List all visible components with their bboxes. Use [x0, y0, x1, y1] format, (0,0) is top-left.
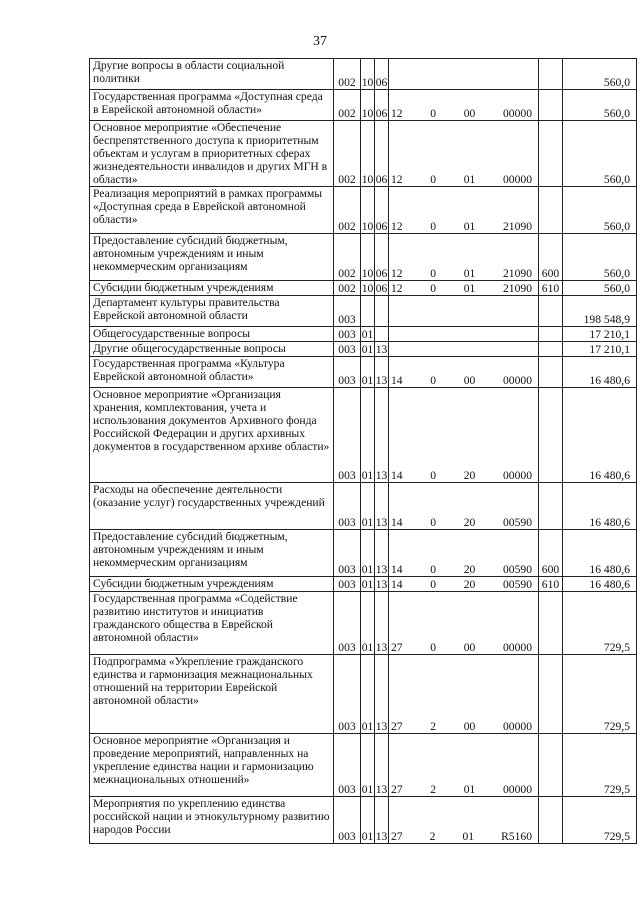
cell-section-code [361, 296, 375, 327]
cell-subsection-code: 06 [375, 90, 389, 121]
row-name: Реализация мероприятий в рамках программы «Доступная среда в Еврейской автономной области» [90, 187, 334, 234]
row-name: Основное мероприятие «Обеспечение беспрепятственного доступа к приоритетным объектам и услугам в приоритетных сферах жизнедеятельности инвалидов и других МГН в области» [90, 121, 334, 187]
cell-expense-type [539, 592, 563, 655]
csr-program: 12 [391, 282, 403, 295]
table-row [90, 234, 637, 281]
cell-amount: 729,5 [563, 734, 637, 797]
cell-expense-type [539, 59, 563, 90]
budget-table [89, 58, 637, 844]
cell-amount: 17 210,1 [563, 327, 637, 342]
table-row [90, 655, 637, 734]
table-row [90, 281, 637, 296]
cell-section-code: 10 [361, 121, 375, 187]
table-row [90, 592, 637, 655]
csr-subprogram: 0 [430, 469, 437, 482]
csr-subprogram: 0 [430, 578, 437, 591]
table-row [90, 734, 637, 797]
row-name: Общегосударственные вопросы [90, 327, 334, 342]
cell-target-article [389, 388, 539, 483]
csr-event: 01 [463, 173, 476, 186]
table-row [90, 483, 637, 530]
cell-target-article [389, 655, 539, 734]
cell-department-code: 003 [334, 577, 361, 592]
table-row [90, 296, 637, 327]
csr-event: 20 [463, 578, 476, 591]
csr-event: 01 [462, 830, 475, 843]
cell-section-code: 01 [361, 797, 375, 844]
cell-department-code: 003 [334, 483, 361, 530]
row-name: Департамент культуры правительства Еврейской автономной области [90, 296, 334, 327]
cell-target-article [389, 327, 539, 342]
table-row [90, 121, 637, 187]
cell-subsection-code: 06 [375, 234, 389, 281]
csr-direction: 00000 [503, 173, 532, 186]
cell-target-article [389, 281, 539, 296]
cell-amount: 16 480,6 [563, 357, 637, 388]
csr-event: 01 [463, 220, 476, 233]
csr-subprogram: 0 [430, 516, 437, 529]
cell-department-code: 003 [334, 327, 361, 342]
cell-subsection-code: 13 [375, 797, 389, 844]
csr-event: 20 [463, 469, 476, 482]
cell-section-code: 10 [361, 90, 375, 121]
cell-department-code: 003 [334, 592, 361, 655]
cell-section-code: 01 [361, 578, 374, 591]
cell-target-article [389, 296, 539, 327]
csr-subprogram: 0 [430, 641, 437, 654]
table-row [90, 357, 637, 388]
cell-amount: 17 210,1 [563, 342, 637, 357]
cell-department-code: 002 [334, 234, 361, 281]
cell-department-code: 003 [334, 655, 361, 734]
csr-program: 14 [391, 374, 403, 387]
cell-department-code: 003 [334, 342, 361, 357]
csr-subprogram: 0 [430, 220, 437, 233]
csr-subprogram: 0 [430, 267, 437, 280]
row-name: Основное мероприятие «Организация и проведение мероприятий, направленных на укрепление единства нации и гармонизацию межнациональных отношений» [90, 734, 334, 797]
cell-amount: 16 480,6 [563, 388, 637, 483]
cell-expense-type: 600 [539, 530, 563, 577]
csr-event: 01 [463, 267, 476, 280]
cell-expense-type [539, 734, 563, 797]
table-row [90, 388, 637, 483]
cell-target-article [389, 577, 539, 592]
csr-event: 00 [463, 720, 476, 733]
cell-department-code: 003 [334, 357, 361, 388]
cell-subsection-code: 13 [375, 592, 389, 655]
cell-department-code: 003 [334, 296, 361, 327]
cell-amount: 729,5 [563, 797, 637, 844]
cell-expense-type [539, 797, 563, 844]
row-name: Расходы на обеспечение деятельности (оказание услуг) государственных учреждений [90, 483, 334, 530]
row-name: Подпрограмма «Укрепление гражданского единства и гармонизация межнациональных отношений на территории Еврейской автономной области» [90, 655, 334, 734]
cell-expense-type [539, 296, 563, 327]
cell-target-article [389, 734, 539, 797]
csr-direction: 21090 [503, 267, 532, 280]
cell-department-code: 002 [334, 90, 361, 121]
cell-department-code: 003 [334, 797, 361, 844]
cell-subsection-code: 06 [375, 282, 388, 295]
cell-subsection-code: 13 [375, 388, 389, 483]
cell-amount: 729,5 [563, 592, 637, 655]
csr-event: 20 [463, 516, 476, 529]
row-name: Основное мероприятие «Организация хранения, комплектования, учета и использования документов Архивного фонда Российской Федерации и других архивных документов в государственном архиве области» [90, 388, 334, 483]
csr-program: 14 [391, 516, 403, 529]
cell-expense-type [539, 388, 563, 483]
csr-event: 00 [463, 641, 476, 654]
table-row [90, 59, 637, 90]
cell-subsection-code [375, 296, 389, 327]
csr-program: 27 [391, 720, 403, 733]
csr-direction: 00000 [503, 641, 532, 654]
table-row [90, 90, 637, 121]
csr-direction: 21090 [503, 220, 532, 233]
row-name: Государственная программа «Содействие развитию институтов и инициатив гражданского общества в Еврейской автономной области» [90, 592, 334, 655]
cell-subsection-code: 13 [375, 734, 389, 797]
csr-program: 27 [391, 830, 403, 843]
csr-subprogram: 0 [430, 563, 437, 576]
csr-subprogram: 0 [430, 282, 437, 295]
cell-section-code: 10 [361, 282, 374, 295]
cell-subsection-code: 13 [375, 343, 388, 356]
row-name: Субсидии бюджетным учреждениям [90, 281, 334, 296]
csr-subprogram: 0 [430, 173, 437, 186]
cell-amount: 560,0 [563, 59, 637, 90]
cell-section-code: 01 [361, 655, 375, 734]
csr-direction: 00590 [503, 578, 532, 591]
cell-amount: 560,0 [563, 90, 637, 121]
cell-subsection-code: 13 [375, 357, 389, 388]
csr-direction: R5160 [501, 830, 532, 843]
csr-direction: 00000 [503, 720, 532, 733]
cell-subsection-code: 06 [375, 59, 389, 90]
csr-event: 00 [463, 374, 476, 387]
table-row [90, 577, 637, 592]
csr-direction: 00000 [503, 783, 532, 796]
csr-program: 27 [391, 641, 403, 654]
row-name: Государственная программа «Доступная среда в Еврейской автономной области» [90, 90, 334, 121]
cell-subsection-code: 13 [375, 578, 388, 591]
csr-subprogram: 0 [430, 107, 437, 120]
cell-section-code: 01 [361, 734, 375, 797]
cell-department-code: 003 [334, 734, 361, 797]
csr-program: 12 [391, 173, 403, 186]
cell-department-code: 002 [334, 121, 361, 187]
cell-expense-type: 600 [539, 234, 563, 281]
cell-section-code: 10 [361, 187, 375, 234]
cell-expense-type: 610 [539, 281, 563, 296]
cell-amount: 560,0 [563, 234, 637, 281]
cell-department-code: 002 [334, 187, 361, 234]
cell-amount: 16 480,6 [563, 577, 637, 592]
cell-target-article [389, 483, 539, 530]
cell-section-code: 01 [361, 328, 374, 341]
cell-department-code: 003 [334, 530, 361, 577]
table-row [90, 530, 637, 577]
cell-department-code: 002 [334, 59, 361, 90]
table-row [90, 327, 637, 342]
cell-target-article [389, 121, 539, 187]
cell-target-article [389, 797, 539, 844]
cell-target-article [389, 187, 539, 234]
cell-section-code: 10 [361, 59, 375, 90]
cell-section-code: 01 [361, 592, 375, 655]
cell-target-article [389, 59, 539, 90]
cell-target-article [389, 530, 539, 577]
csr-direction: 00590 [503, 563, 532, 576]
cell-target-article [389, 592, 539, 655]
csr-program: 14 [391, 563, 403, 576]
csr-program: 14 [391, 469, 403, 482]
cell-expense-type [539, 655, 563, 734]
table-row [90, 342, 637, 357]
csr-event: 00 [463, 107, 476, 120]
csr-program: 27 [391, 783, 403, 796]
csr-program: 12 [391, 107, 403, 120]
cell-subsection-code: 13 [375, 483, 389, 530]
cell-amount: 198 548,9 [563, 296, 637, 327]
cell-amount: 729,5 [563, 655, 637, 734]
cell-department-code: 003 [334, 388, 361, 483]
csr-program: 14 [391, 578, 403, 591]
csr-program: 12 [391, 220, 403, 233]
cell-target-article [389, 234, 539, 281]
row-name: Мероприятия по укреплению единства российской нации и этнокультурному развитию народов России [90, 797, 334, 844]
table-row [90, 797, 637, 844]
cell-expense-type [539, 327, 563, 342]
row-name: Государственная программа «Культура Еврейской автономной области» [90, 357, 334, 388]
csr-direction: 00000 [503, 107, 532, 120]
cell-section-code: 01 [361, 388, 375, 483]
table-row [90, 187, 637, 234]
cell-expense-type [539, 357, 563, 388]
cell-section-code: 01 [361, 530, 375, 577]
cell-amount: 16 480,6 [563, 530, 637, 577]
row-name: Предоставление субсидий бюджетным, автономным учреждениям и иным некоммерческим организациям [90, 530, 334, 577]
row-name: Другие общегосударственные вопросы [90, 342, 334, 357]
cell-section-code: 01 [361, 343, 374, 356]
page-number: 37 [313, 34, 327, 49]
cell-target-article [389, 357, 539, 388]
cell-department-code: 002 [334, 281, 361, 296]
csr-event: 01 [463, 282, 476, 295]
cell-expense-type [539, 342, 563, 357]
cell-amount: 560,0 [563, 187, 637, 234]
csr-program: 12 [391, 267, 403, 280]
cell-expense-type [539, 90, 563, 121]
cell-section-code: 01 [361, 357, 375, 388]
csr-subprogram: 2 [430, 783, 437, 796]
row-name: Предоставление субсидий бюджетным, автономным учреждениям и иным некоммерческим организациям [90, 234, 334, 281]
cell-target-article [389, 90, 539, 121]
cell-subsection-code: 06 [375, 187, 389, 234]
cell-subsection-code: 13 [375, 655, 389, 734]
cell-expense-type [539, 187, 563, 234]
csr-subprogram: 2 [430, 720, 437, 733]
csr-direction: 00000 [503, 374, 532, 387]
cell-amount: 16 480,6 [563, 483, 637, 530]
cell-section-code: 01 [361, 483, 375, 530]
cell-expense-type: 610 [539, 577, 563, 592]
csr-direction: 00590 [503, 516, 532, 529]
csr-subprogram: 2 [429, 830, 436, 843]
cell-amount: 560,0 [563, 121, 637, 187]
cell-expense-type [539, 483, 563, 530]
csr-direction: 21090 [503, 282, 532, 295]
cell-amount: 560,0 [563, 281, 637, 296]
cell-subsection-code [375, 327, 389, 342]
csr-event: 20 [463, 563, 476, 576]
csr-direction: 00000 [503, 469, 532, 482]
budget-table-body [90, 59, 637, 844]
row-name: Другие вопросы в области социальной политики [90, 59, 334, 90]
cell-subsection-code: 13 [375, 530, 389, 577]
cell-expense-type [539, 121, 563, 187]
row-name: Субсидии бюджетным учреждениям [90, 577, 334, 592]
csr-event: 01 [463, 783, 476, 796]
csr-subprogram: 0 [430, 374, 437, 387]
cell-subsection-code: 06 [375, 121, 389, 187]
cell-target-article [389, 342, 539, 357]
cell-section-code: 10 [361, 234, 375, 281]
